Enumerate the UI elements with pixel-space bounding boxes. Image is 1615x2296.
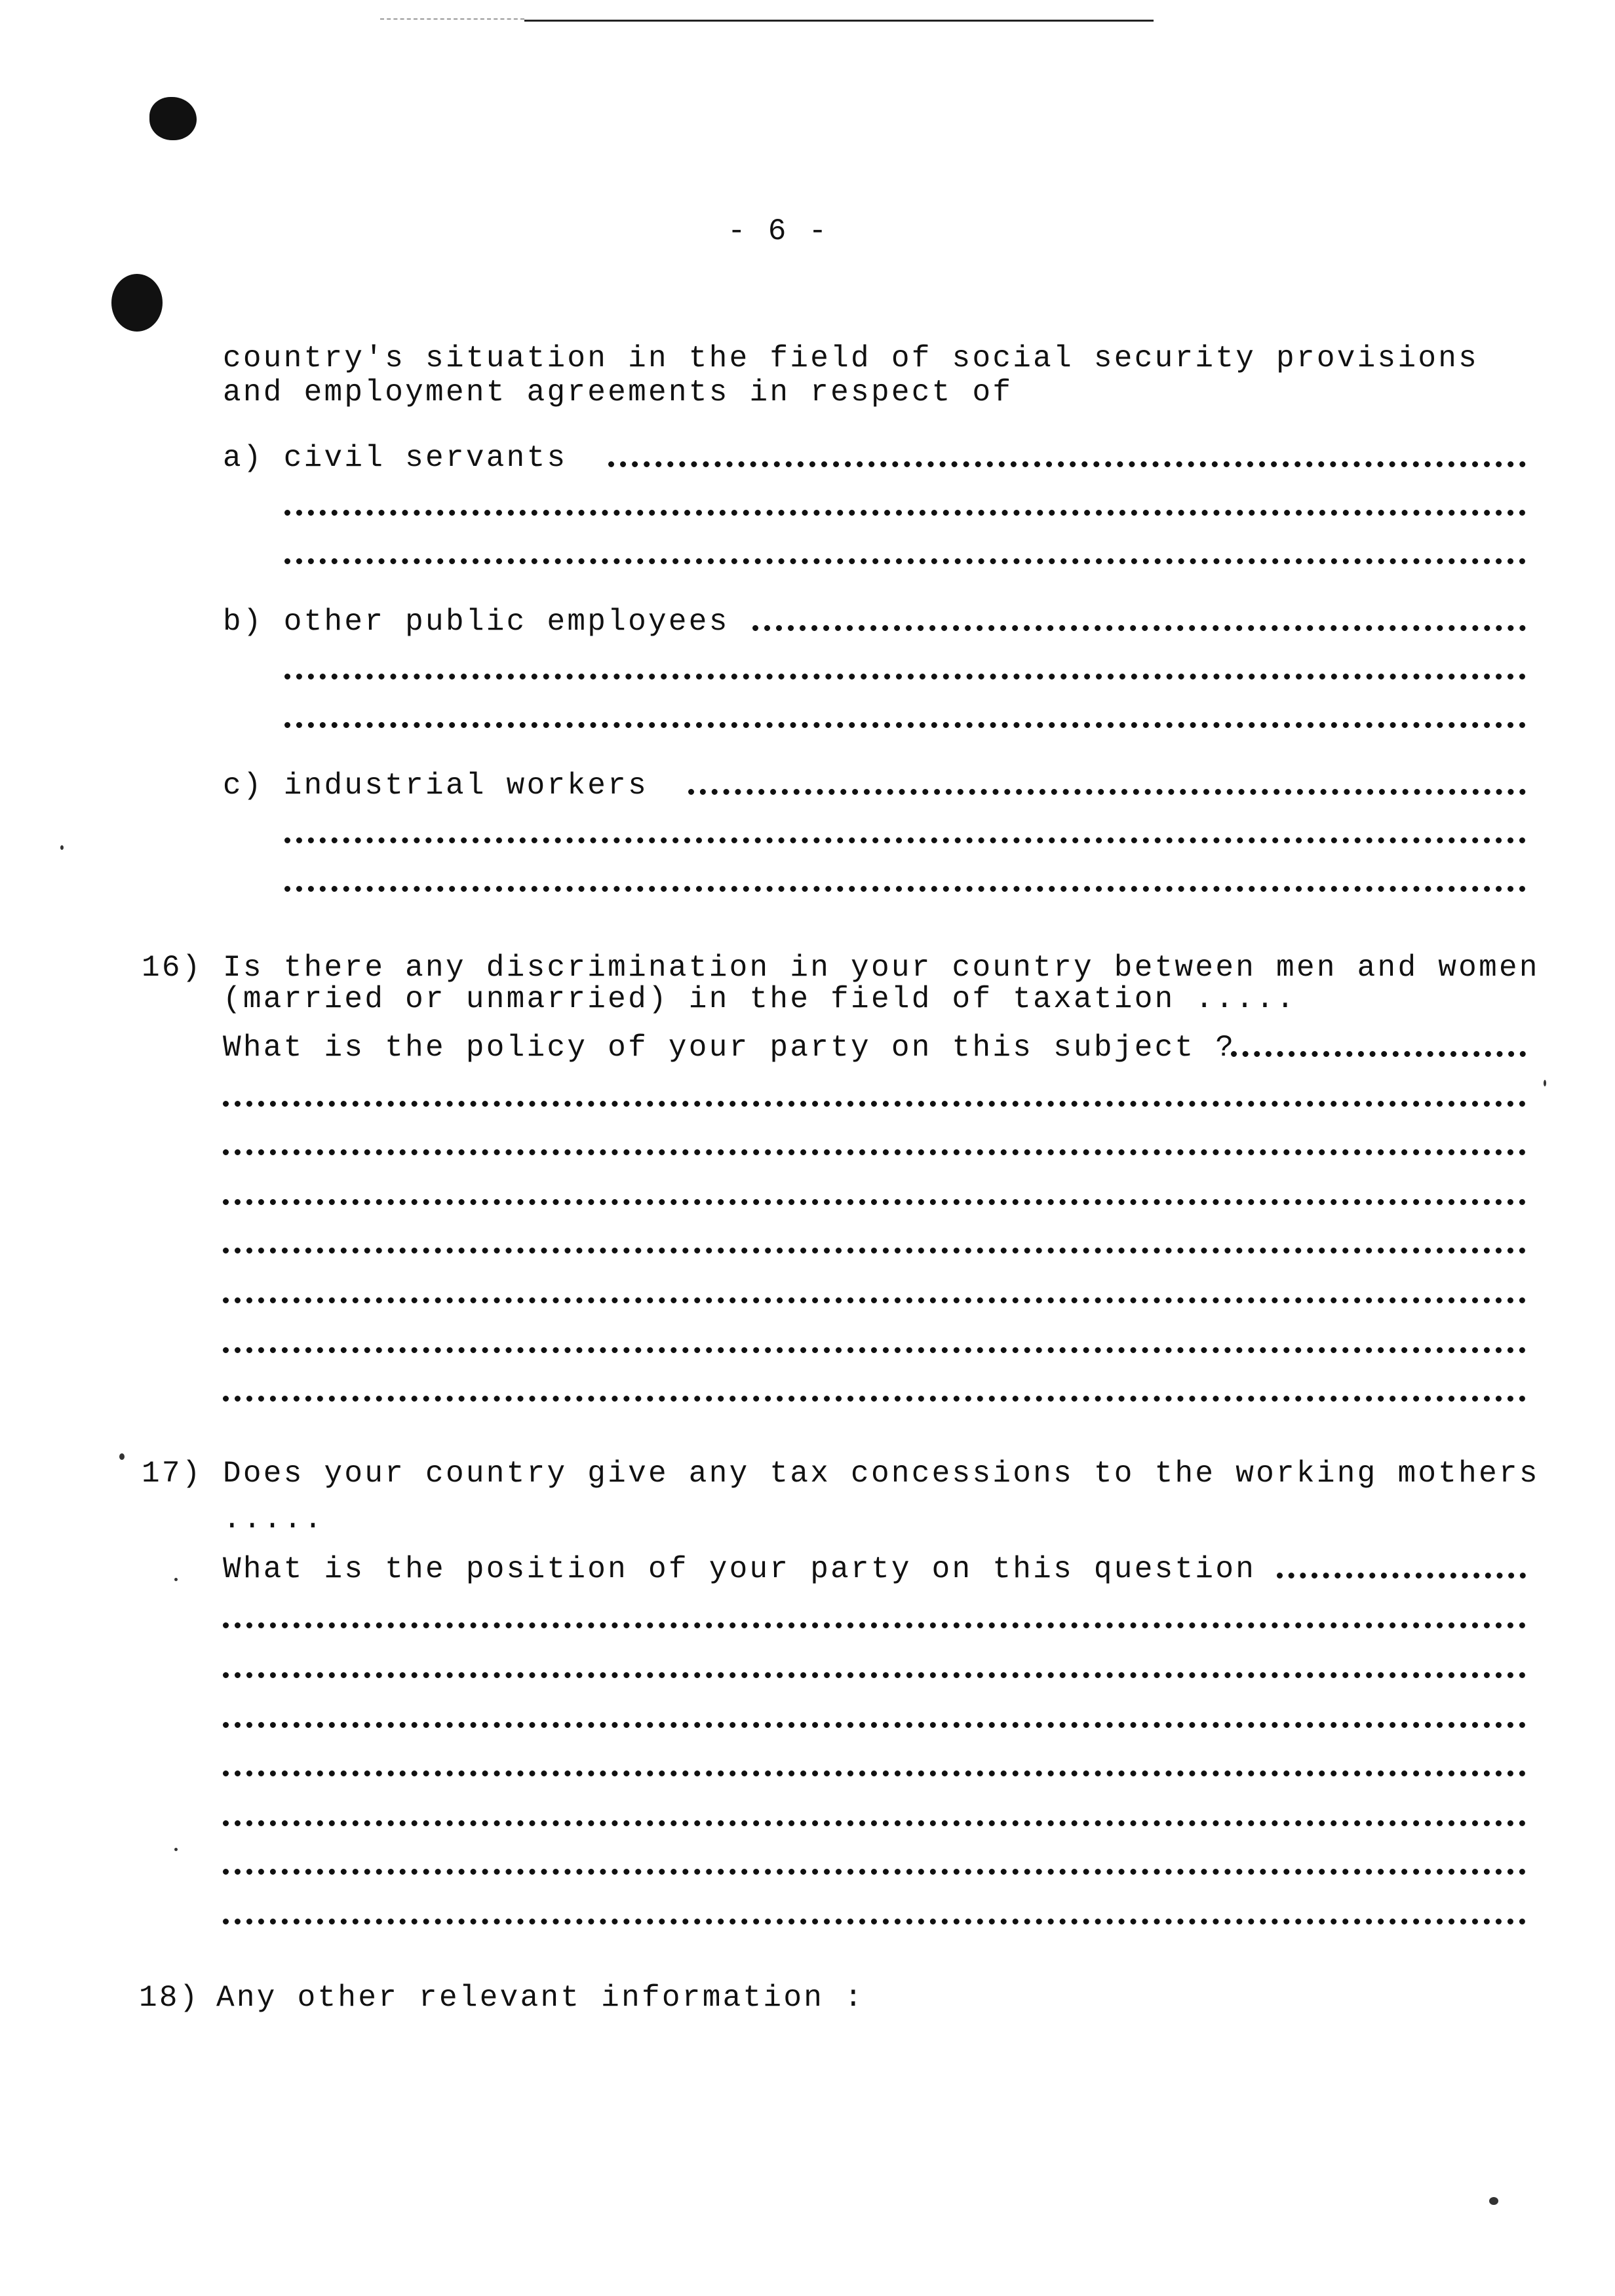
answer-line-q16[interactable] bbox=[223, 1101, 1526, 1107]
answer-line-civil-servants[interactable] bbox=[608, 461, 1526, 467]
answer-line-industrial-workers[interactable] bbox=[284, 886, 1526, 892]
top-rule bbox=[524, 20, 1154, 22]
answer-line-q17[interactable] bbox=[223, 1722, 1526, 1728]
punch-hole-top bbox=[149, 97, 197, 140]
intro-line-1: country's situation in the field of social security provisions bbox=[223, 341, 1479, 375]
answer-line-q16[interactable] bbox=[223, 1248, 1526, 1253]
scan-speck bbox=[1489, 2197, 1498, 2205]
answer-line-q17[interactable] bbox=[223, 1869, 1526, 1875]
answer-line-q17[interactable] bbox=[223, 1919, 1526, 1924]
answer-line-q16[interactable] bbox=[223, 1347, 1526, 1353]
question-16-line-3: What is the policy of your party on this subject ? bbox=[223, 1031, 1236, 1065]
item-public-employees-label: b) other public employees bbox=[223, 605, 730, 639]
intro-line-2: and employment agreements in respect of bbox=[223, 375, 1013, 410]
answer-line-industrial-workers[interactable] bbox=[284, 837, 1526, 843]
answer-line-q16[interactable] bbox=[223, 1199, 1526, 1205]
question-16-line-1: Is there any discrimination in your country between men and women bbox=[223, 951, 1540, 985]
question-16-line-2: (married or unmarried) in the field of taxation ..... bbox=[223, 982, 1296, 1016]
answer-line-q17[interactable] bbox=[1277, 1573, 1526, 1578]
answer-line-public-employees[interactable] bbox=[284, 674, 1526, 679]
answer-line-q17[interactable] bbox=[223, 1820, 1526, 1826]
scan-speck bbox=[174, 1578, 178, 1581]
question-18-line-1: Any other relevant information : bbox=[216, 1981, 865, 2015]
question-17-number: 17) bbox=[142, 1457, 203, 1491]
scan-speck bbox=[174, 1848, 178, 1851]
question-16-number: 16) bbox=[142, 951, 203, 985]
answer-line-civil-servants[interactable] bbox=[284, 510, 1526, 516]
scan-speck bbox=[1544, 1080, 1546, 1086]
answer-line-q17[interactable] bbox=[223, 1672, 1526, 1678]
answer-line-q16[interactable] bbox=[223, 1297, 1526, 1303]
question-18-number: 18) bbox=[139, 1981, 200, 2015]
item-industrial-workers-label: c) industrial workers bbox=[223, 769, 648, 803]
answer-line-q17[interactable] bbox=[223, 1622, 1526, 1628]
answer-line-q16[interactable] bbox=[223, 1149, 1526, 1155]
punch-hole-middle bbox=[111, 274, 163, 332]
answer-line-industrial-workers[interactable] bbox=[688, 789, 1526, 795]
scan-speck bbox=[119, 1453, 125, 1460]
answer-line-public-employees[interactable] bbox=[752, 625, 1526, 631]
page-number: - 6 - bbox=[728, 214, 829, 248]
scan-speck bbox=[60, 845, 64, 850]
answer-line-q16[interactable] bbox=[1231, 1051, 1526, 1057]
answer-line-public-employees[interactable] bbox=[284, 722, 1526, 728]
question-17-line-1: Does your country give any tax concessions to the working mothers bbox=[223, 1457, 1540, 1491]
answer-line-civil-servants[interactable] bbox=[284, 558, 1526, 564]
item-civil-servants-label: a) civil servants bbox=[223, 441, 568, 475]
answer-line-q16[interactable] bbox=[223, 1396, 1526, 1402]
question-17-line-2: ..... bbox=[223, 1502, 324, 1537]
top-rule-faint bbox=[380, 18, 524, 20]
question-17-line-3: What is the position of your party on this question bbox=[223, 1552, 1256, 1586]
answer-line-q17[interactable] bbox=[223, 1770, 1526, 1776]
